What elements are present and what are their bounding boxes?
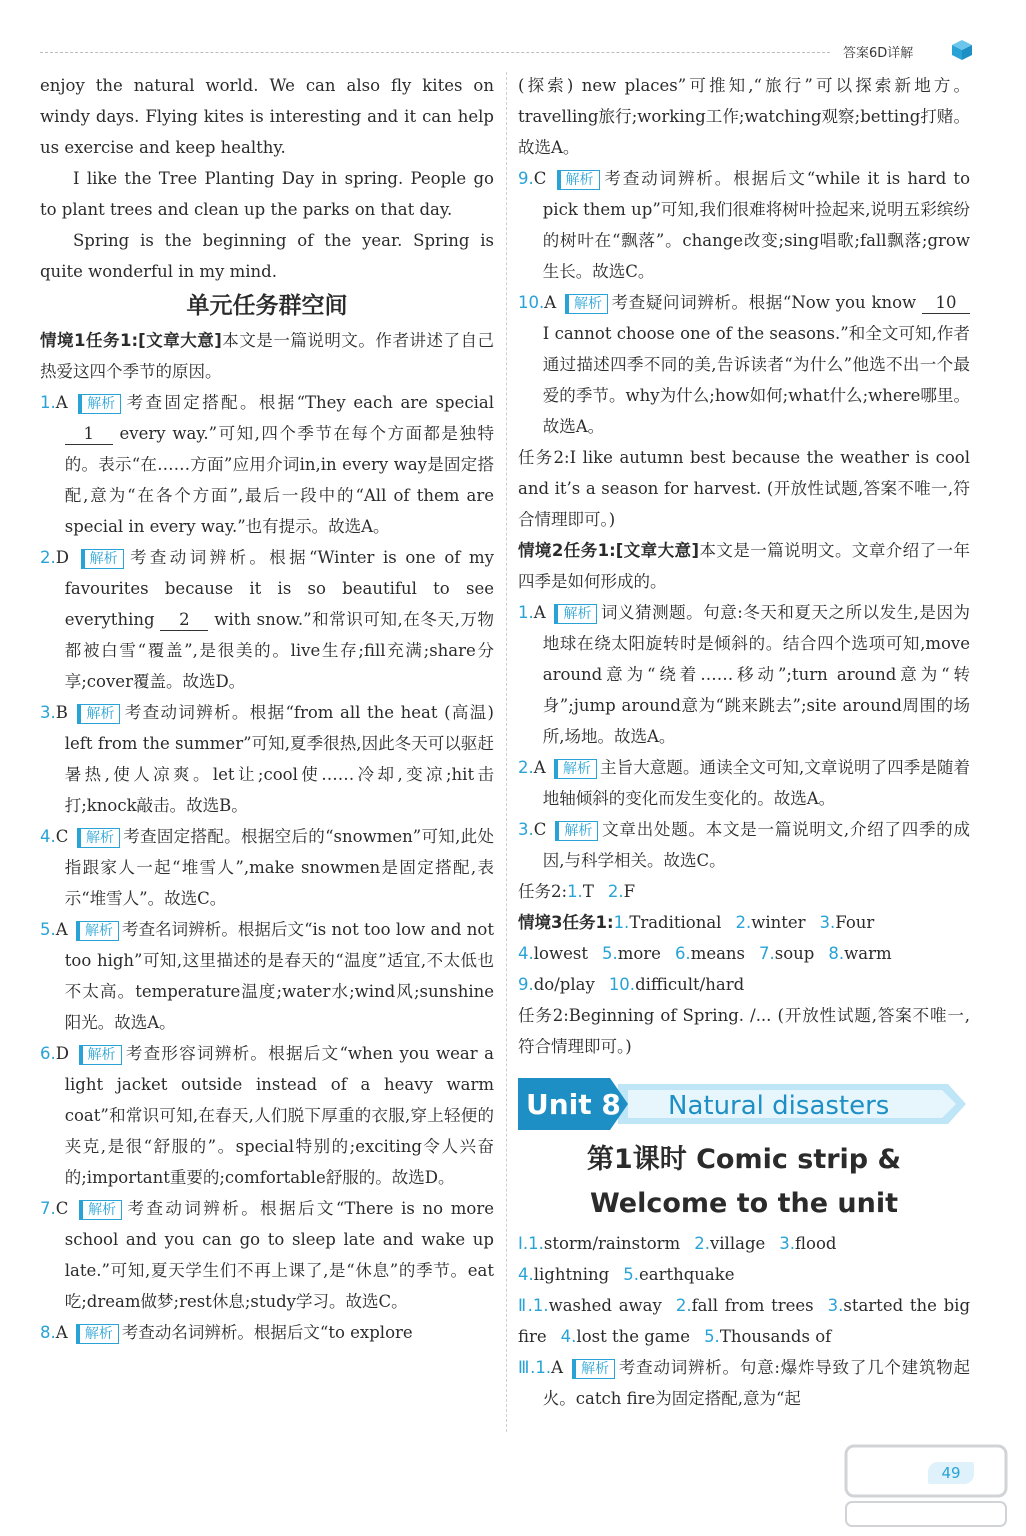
- part-label: Ⅱ.: [518, 1296, 533, 1315]
- task-label: 任务2:: [518, 882, 568, 901]
- right-column: [518, 70, 970, 1414]
- task-text: 本文是一篇说明文。作者讲述了自己热爱这四个季节的原因。: [40, 331, 495, 381]
- item-number: 1.: [528, 1234, 544, 1253]
- item-number: 3.: [819, 913, 836, 932]
- item-text: 考查动词辨析。根据后文“There is no more school and you can go to sleep late and wake up late.”可知,夏天学生们不再上课了,是“休息”的季节。eat吃;dream做梦;rest休息;study学习。故选C。: [64, 1199, 494, 1311]
- fill-answers: [518, 938, 970, 969]
- part2-answers: [518, 1290, 970, 1352]
- analysis-tag: 解析: [554, 759, 597, 779]
- page-number: 49: [928, 1462, 974, 1484]
- item-number: 1.: [532, 1296, 549, 1315]
- task-label: 情境1任务1:: [40, 331, 139, 350]
- part-label: Ⅰ.: [518, 1234, 529, 1253]
- item-answer: village: [709, 1234, 766, 1253]
- item-answer: C: [533, 169, 547, 188]
- item-number: 10.: [608, 975, 636, 994]
- item-answer: washed away: [548, 1296, 662, 1315]
- passage-paragraph: enjoy the natural world. We can also fly kites on windy days. Flying kites is interesting and it can help us exercise and keep healthy.: [40, 76, 494, 157]
- analysis-tag: 解析: [76, 1324, 119, 1344]
- analysis-tag: 解析: [79, 1200, 122, 1220]
- item-answer: C: [55, 827, 69, 846]
- item-text: every way.”可知,四个季节在每个方面都是独特的。表示“在……方面”应用介词in,in every way是固定搭配,意为“在各个方面”,最后一段中的“All of them are special in every way.”也有提示。故选A。: [64, 424, 494, 536]
- item-answer: A: [55, 920, 68, 939]
- item-answer: Traditional: [629, 913, 722, 932]
- item-text: 考查疑问词辨析。根据“Now you know: [611, 293, 917, 312]
- item-answer: A: [551, 1358, 564, 1377]
- passage-paragraph: Spring is the beginning of the year. Spring is quite wonderful in my mind.: [40, 231, 494, 281]
- analysis-tag: 解析: [554, 604, 597, 624]
- item-number: 1.: [535, 1358, 552, 1377]
- item-number: 2.: [607, 882, 624, 901]
- item-number: 8.: [828, 944, 845, 963]
- header-rule: [40, 52, 830, 53]
- item-number: 3.: [779, 1234, 796, 1253]
- item-answer: A: [533, 603, 546, 622]
- item-text: 考查形容词辨析。根据后文“when you wear a light jacket outside instead of a heavy warm coat”和常识可知,在春天,人们脱下厚重的衣服,穿上轻便的夹克,是很“舒服的”。special特别的;exciting令人兴奋的;important重要的;comfortable舒服的。故选D。: [64, 1044, 494, 1187]
- analysis-tag: 解析: [78, 394, 121, 414]
- answer-item: [518, 163, 970, 287]
- item-continuation: (探索) new places”可推知,“旅行”可以探索新地方。travelling旅行;working工作;watching观察;betting打赌。故选A。: [518, 76, 970, 157]
- item-number: 5.: [704, 1327, 720, 1346]
- unit-label: Unit 8: [526, 1088, 621, 1121]
- item-number: 4.: [518, 1265, 534, 1284]
- item-number: 9.: [518, 975, 534, 994]
- cube-logo-icon: [950, 38, 974, 62]
- answer-item: [40, 1038, 494, 1193]
- item-answer: means: [690, 944, 746, 963]
- item-answer: A: [544, 293, 557, 312]
- item-answer: A: [533, 758, 546, 777]
- task-intro: [518, 535, 970, 597]
- item-answer: Four: [835, 913, 875, 932]
- item-answer: fall from trees: [691, 1296, 814, 1315]
- item-answer: D: [55, 548, 69, 567]
- item-answer: C: [55, 1199, 69, 1218]
- answer-item: [518, 814, 970, 876]
- item-answer: T: [582, 882, 594, 901]
- item-answer: C: [533, 820, 547, 839]
- item-number: 2.: [675, 1296, 692, 1315]
- analysis-tag: 解析: [77, 828, 120, 848]
- answer-item: [40, 697, 494, 821]
- item-number: 7.: [40, 1199, 56, 1218]
- answer-item: [40, 914, 494, 1038]
- analysis-tag: 解析: [76, 921, 119, 941]
- answer-item: [40, 821, 494, 914]
- item-answer: warm: [844, 944, 892, 963]
- fill-answers: [518, 969, 970, 1000]
- item-answer: storm/rainstorm: [543, 1234, 681, 1253]
- part3-item: [518, 1352, 970, 1414]
- item-answer: lightning: [533, 1265, 610, 1284]
- item-text: 考查固定搭配。根据空后的“snowmen”可知,此处指跟家人一起“堆雪人”,make snowmen是固定搭配,表示“堆雪人”。故选C。: [64, 827, 495, 908]
- item-answer: soup: [774, 944, 815, 963]
- item-number: 2.: [40, 548, 56, 567]
- passage-paragraph: I like the Tree Planting Day in spring. People go to plant trees and clean up the parks on that day.: [40, 169, 494, 219]
- unit-banner: [518, 1064, 970, 1136]
- item-number: 2.: [694, 1234, 710, 1253]
- item-answer: do/play: [533, 975, 595, 994]
- item-text: 考查固定搭配。根据“They each are special: [124, 393, 494, 412]
- item-text: 考查动词辨析。根据后文“while it is hard to pick them up”可知,我们很难将树叶捡起来,说明五彩缤纷的树叶在“飘落”。change改变;sing唱歌;fall飘落;grow生长。故选C。: [542, 169, 970, 281]
- section-title: 单元任务群空间: [186, 293, 348, 319]
- topic-tag: [文章大意]: [138, 331, 222, 350]
- left-column: [40, 70, 494, 1348]
- item-answer: lowest: [533, 944, 588, 963]
- watermark-logo-icon: [836, 1440, 1016, 1532]
- task2-answer: 任务2:Beginning of Spring. /... (开放性试题,答案不唯一,符合情理即可。): [518, 1006, 970, 1056]
- topic-tag: [文章大意]: [615, 541, 700, 560]
- item-number: 8.: [40, 1323, 56, 1342]
- task-label: 情境3任务1:: [518, 913, 614, 932]
- task-label: 情境2任务1:: [518, 541, 616, 560]
- item-answer: more: [617, 944, 661, 963]
- item-number: 4.: [40, 827, 56, 846]
- analysis-tag: 解析: [557, 170, 600, 190]
- item-number: 1.: [40, 393, 56, 412]
- item-number: 5.: [601, 944, 618, 963]
- item-number: 1.: [518, 603, 534, 622]
- blank-number: 1: [65, 424, 113, 445]
- item-number: 4.: [518, 944, 534, 963]
- item-text: 考查名词辨析。根据后文“is not too low and not too high”可知,这里描述的是春天的“温度”适宜,不太低也不太高。temperature温度;water水;wind风;sunshine阳光。故选A。: [64, 920, 494, 1032]
- column-divider: [506, 72, 507, 1432]
- item-number: 7.: [759, 944, 775, 963]
- analysis-tag: 解析: [555, 821, 598, 841]
- part1-answers: [518, 1259, 970, 1290]
- answer-item: [518, 597, 970, 752]
- answer-item: [518, 752, 970, 814]
- item-number: 6.: [674, 944, 691, 963]
- item-answer: D: [55, 1044, 69, 1063]
- fill-answers: [518, 907, 970, 938]
- item-answer: B: [55, 703, 68, 722]
- item-number: 1.: [613, 913, 630, 932]
- item-answer: A: [55, 393, 68, 412]
- item-number: 9.: [518, 169, 534, 188]
- lesson-title: 第1课时 Comic strip &: [586, 1144, 902, 1175]
- item-number: 3.: [40, 703, 56, 722]
- item-number: 3.: [827, 1296, 844, 1315]
- item-text: 考查动词辨析。根据“from all the heat (高温) left from the summer”可知,夏季很热,因此冬天可以驱赶暑热,使人凉爽。let让;cool使……冷却,变凉;hit击打;knock敲击。故选B。: [64, 703, 494, 815]
- analysis-tag: 解析: [81, 549, 124, 569]
- task2-answer: 任务2:I like autumn best because the weather is cool and it’s a season for harvest. (开放性试题,答案不唯一,符合情理即可。): [518, 448, 970, 529]
- answer-item: [40, 1193, 494, 1317]
- task-intro: [40, 325, 494, 387]
- item-text: 考查动名词辨析。根据后文“to explore: [121, 1323, 413, 1342]
- header-label: 答案6D详解: [843, 46, 914, 61]
- answer-item: [518, 287, 970, 442]
- analysis-tag: 解析: [77, 704, 120, 724]
- task-text: 本文是一篇说明文。文章介绍了一年四季是如何形成的。: [518, 541, 970, 591]
- item-number: 4.: [560, 1327, 577, 1346]
- blank-number: 2: [160, 610, 208, 631]
- item-answer: lost the game: [576, 1327, 691, 1346]
- item-number: 3.: [518, 820, 534, 839]
- blank-number: 10: [922, 293, 970, 314]
- analysis-tag: 解析: [572, 1359, 615, 1379]
- item-number: 5.: [623, 1265, 639, 1284]
- item-answer: flood: [795, 1234, 837, 1253]
- item-text: with snow.”和常识可知,在冬天,万物都被白雪“覆盖”,是很美的。live生存;fill充满;share分享;cover覆盖。故选D。: [64, 610, 494, 691]
- item-answer: started the big fire: [518, 1296, 971, 1346]
- item-text: 文章出处题。本文是一篇说明文,介绍了四季的成因,与科学相关。故选C。: [542, 820, 970, 870]
- part-label: Ⅲ.: [518, 1358, 536, 1377]
- answer-item: [40, 387, 494, 542]
- item-text: 词义猜测题。句意:冬天和夏天之所以发生,是因为地球在绕太阳旋转时是倾斜的。结合四个选项可知,move around意为“绕着……移动”;turn around意为“转身”;jump around意为“跳来跳去”;site around周围的场所,场地。故选A。: [542, 603, 970, 746]
- unit-banner-shape: [518, 1064, 970, 1136]
- item-answer: Thousands of: [719, 1327, 832, 1346]
- analysis-tag: 解析: [565, 294, 608, 314]
- item-number: 2.: [518, 758, 534, 777]
- item-number: 6.: [40, 1044, 56, 1063]
- analysis-tag: 解析: [79, 1045, 122, 1065]
- item-number: 1.: [567, 882, 583, 901]
- item-answer: earthquake: [638, 1265, 735, 1284]
- item-answer: winter: [751, 913, 806, 932]
- answer-item: [40, 1317, 494, 1348]
- item-text: 考查动词辨析。根据“Winter is one of my favourites because it is so beautiful to see everything: [64, 548, 494, 629]
- unit-title: Natural disasters: [668, 1091, 890, 1121]
- item-number: 10.: [518, 293, 545, 312]
- item-number: 2.: [735, 913, 752, 932]
- item-answer: A: [55, 1323, 68, 1342]
- item-text: 考查动词辨析。句意:爆炸导致了几个建筑物起火。catch fire为固定搭配,意为“起: [542, 1358, 971, 1408]
- item-answer: F: [623, 882, 636, 901]
- item-number: 5.: [40, 920, 56, 939]
- item-answer: difficult/hard: [635, 975, 745, 994]
- part1-answers: [518, 1228, 970, 1259]
- answer-item: [40, 542, 494, 697]
- item-text: 主旨大意题。通读全文可知,文章说明了四季是随着地轴倾斜的变化而发生变化的。故选A。: [542, 758, 970, 808]
- lesson-subtitle: Welcome to the unit: [589, 1188, 899, 1219]
- task2-tf: [518, 876, 970, 907]
- item-text: I cannot choose one of the seasons.”和全文可知,作者通过描述四季不同的美,告诉读者“为什么”他选不出一个最爱的季节。why为什么;how如何;what什么;where哪里。故选A。: [542, 324, 970, 436]
